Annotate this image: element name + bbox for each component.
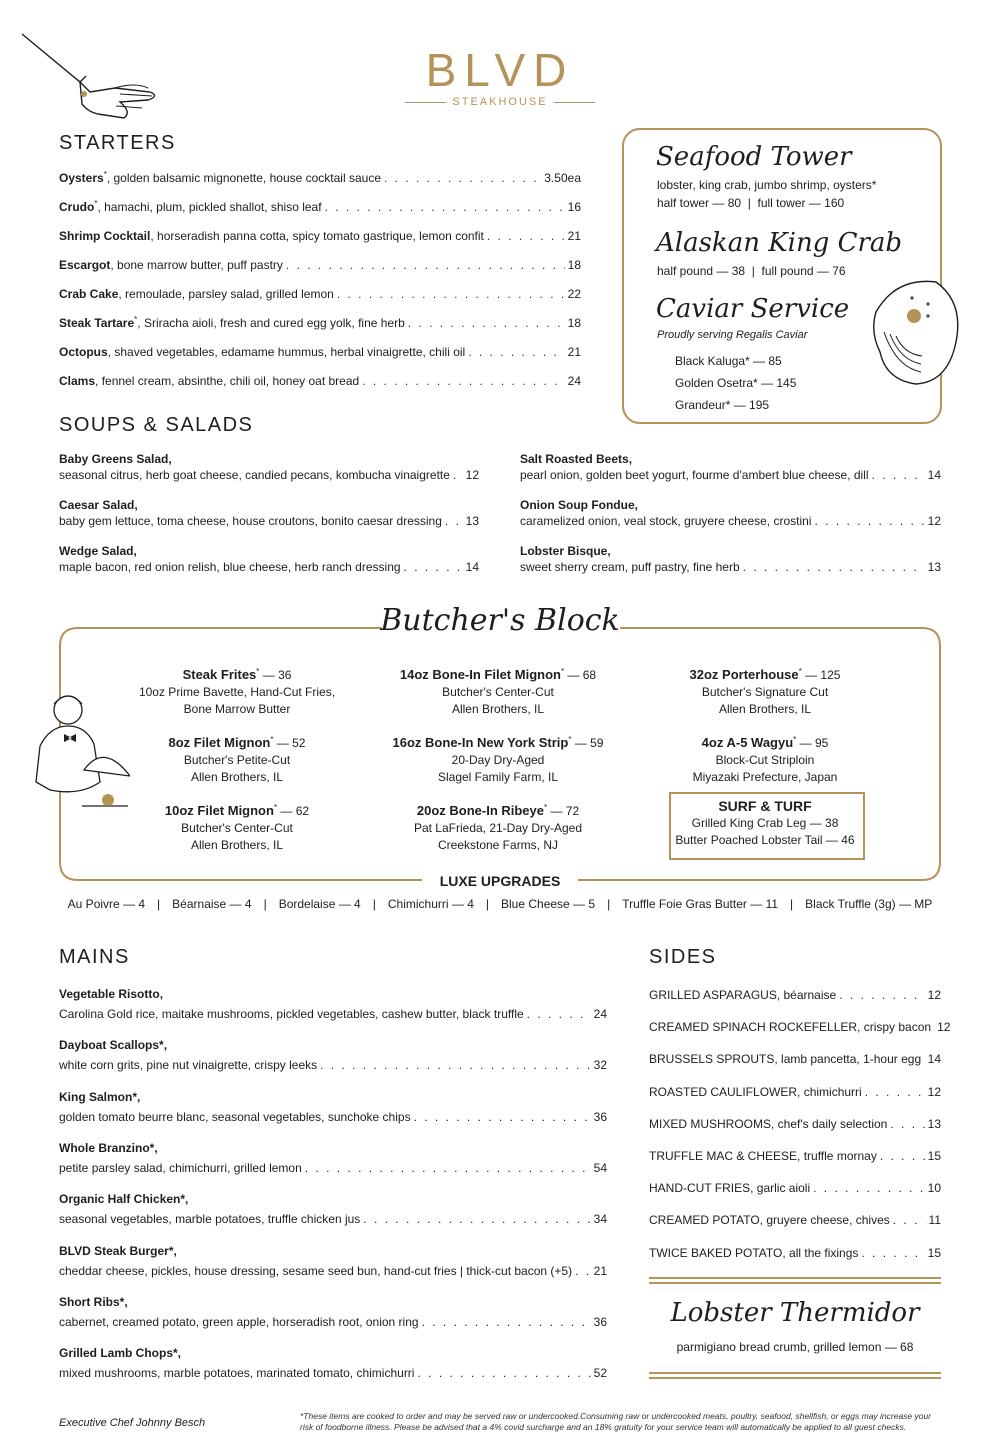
item-line: Pat LaFrieda, 21-Day Dry-Aged bbox=[413, 821, 583, 835]
logo-letters: BLVD bbox=[425, 44, 575, 96]
side-price: 13 bbox=[927, 1116, 941, 1131]
item-suffix: *, bbox=[149, 1140, 158, 1155]
item-name: Steak Frites bbox=[182, 667, 257, 682]
leader-dots bbox=[305, 1161, 591, 1175]
butcher-item bbox=[645, 663, 885, 718]
starter-item bbox=[59, 286, 581, 301]
item-desc: seasonal vegetables, marble potatoes, truffle chicken jus bbox=[59, 1212, 361, 1227]
salad-item: Salt Roasted Beets, pearl onion, golden beet yogurt, fourme d'ambert blue cheese, dill . . . 14 bbox=[520, 452, 941, 482]
leader-dots bbox=[417, 1366, 590, 1380]
item-line: Butcher's Center-Cut bbox=[442, 685, 554, 699]
butcher-item bbox=[645, 731, 885, 786]
raw-mark: * bbox=[798, 667, 802, 676]
leader-dots bbox=[384, 171, 541, 185]
king-crab-line: half pound — 38 | full pound — 76 bbox=[657, 264, 846, 278]
leader-dots bbox=[404, 560, 463, 574]
raw-mark: * bbox=[560, 667, 565, 676]
upgrade-item: Au Poivre — 4 bbox=[67, 897, 146, 911]
item-price: 24 bbox=[567, 374, 581, 388]
item-name: Oysters bbox=[59, 171, 104, 185]
leader-dots bbox=[890, 1117, 924, 1131]
side-price: 10 bbox=[927, 1181, 941, 1196]
item-desc: cheddar cheese, pickles, house dressing, sesame seed bun, hand-cut fries | thick-cut bacon (+5) bbox=[59, 1263, 573, 1278]
leader-dots bbox=[362, 374, 564, 388]
item-name: Wedge Salad bbox=[59, 544, 134, 558]
item-line: Block-Cut Striploin bbox=[715, 753, 815, 767]
disclaimer: *These items are cooked to order and may be served raw or undercooked.Consuming raw or undercooked meats, poultry, seafood, shellfish, or eggs may increase your risk of foodborne illness. Please be advised that a 4% covid surcharge and an 18% gratuity for your service team will automatically be applied to all guest checks. bbox=[300, 1411, 932, 1432]
butcher-item bbox=[117, 731, 357, 786]
main-item bbox=[59, 1244, 607, 1278]
thermidor-title: Lobster Thermidor bbox=[670, 1298, 920, 1328]
side-item bbox=[649, 1085, 941, 1099]
leader-dots bbox=[872, 468, 925, 482]
side-item bbox=[649, 1052, 941, 1066]
item-name: King Salmon bbox=[59, 1089, 133, 1104]
item-price: — 36 bbox=[259, 668, 292, 682]
main-item bbox=[59, 1295, 607, 1329]
leader-dots bbox=[743, 560, 925, 574]
side-label: ROASTED CAULIFLOWER, chimichurri bbox=[649, 1084, 862, 1099]
leader-dots bbox=[363, 1212, 590, 1226]
item-price: 14 bbox=[465, 560, 479, 574]
side-item bbox=[649, 1246, 941, 1260]
leader-dots bbox=[575, 1264, 591, 1278]
item-price: 22 bbox=[567, 287, 581, 301]
side-item bbox=[649, 1213, 941, 1227]
side-item bbox=[649, 988, 941, 1002]
separator: | bbox=[263, 897, 267, 911]
side-label: MIXED MUSHROOMS, chef's daily selection bbox=[649, 1116, 888, 1131]
side-label: BRUSSELS SPROUTS, lamb pancetta, 1-hour egg bbox=[649, 1052, 922, 1067]
salad-item: Lobster Bisque, sweet sherry cream, puff pastry, fine herb . . . 13 bbox=[520, 544, 941, 574]
item-desc: , hamachi, plum, pickled shallot, shiso leaf bbox=[97, 200, 322, 214]
item-price: — 125 bbox=[801, 668, 841, 682]
divider bbox=[649, 1372, 941, 1374]
item-desc: seasonal citrus, herb goat cheese, candied pecans, kombucha vinaigrette bbox=[59, 468, 450, 482]
chef-illustration bbox=[20, 686, 130, 826]
item-suffix: *, bbox=[173, 1346, 182, 1361]
item-desc: baby gem lettuce, toma cheese, house croutons, bonito caesar dressing bbox=[59, 514, 442, 528]
side-item bbox=[649, 1181, 941, 1195]
leader-dots bbox=[893, 1213, 926, 1227]
main-item bbox=[59, 1192, 607, 1226]
starter-item bbox=[59, 199, 581, 214]
raw-mark: * bbox=[256, 667, 260, 676]
item-desc: cabernet, creamed potato, green apple, horseradish root, onion ring bbox=[59, 1314, 419, 1329]
leader-dots bbox=[487, 229, 565, 243]
butcher-item bbox=[378, 663, 618, 718]
leader-dots bbox=[813, 1181, 925, 1195]
divider bbox=[649, 1282, 941, 1284]
item-name: Short Ribs bbox=[59, 1294, 120, 1309]
chef-credit: Executive Chef Johnny Besch bbox=[59, 1417, 206, 1429]
item-line: 20-Day Dry-Aged bbox=[451, 753, 545, 767]
item-price: 12 bbox=[465, 468, 479, 482]
butcher-item bbox=[378, 731, 618, 786]
item-desc: , Sriracha aioli, fresh and cured egg yolk, fine herb bbox=[137, 316, 405, 330]
item-desc: caramelized onion, veal stock, gruyere cheese, crostini bbox=[520, 514, 812, 528]
item-line: Allen Brothers, IL bbox=[451, 702, 545, 716]
side-item bbox=[649, 1020, 951, 1035]
upgrade-item: Bordelaise — 4 bbox=[278, 897, 361, 911]
item-name: 20oz Bone-In Ribeye bbox=[416, 803, 544, 818]
item-suffix: *, bbox=[119, 1294, 128, 1309]
item-name: 14oz Bone-In Filet Mignon bbox=[399, 667, 561, 682]
item-suffix: *, bbox=[180, 1192, 189, 1207]
item-line: Slagel Family Farm, IL bbox=[437, 770, 559, 784]
item-name: Vegetable Risotto bbox=[59, 987, 160, 1001]
surf-turf bbox=[645, 798, 885, 849]
item-line: Butcher's Center-Cut bbox=[181, 821, 293, 835]
item-price: 21 bbox=[567, 345, 581, 359]
side-price: 12 bbox=[927, 1084, 941, 1099]
butcher-title: Butcher's Block bbox=[380, 603, 620, 638]
item-price: 52 bbox=[593, 1366, 607, 1381]
side-label: HAND-CUT FRIES, garlic aioli bbox=[649, 1181, 811, 1196]
raw-mark: * bbox=[94, 199, 98, 208]
item-name: Crudo bbox=[59, 200, 95, 214]
item-desc: pearl onion, golden beet yogurt, fourme d'ambert blue cheese, dill bbox=[520, 468, 869, 482]
item-name: Grilled Lamb Chops bbox=[59, 1346, 174, 1361]
separator: | bbox=[485, 897, 489, 911]
item-name: Octopus bbox=[59, 345, 108, 359]
leader-dots bbox=[861, 1246, 924, 1260]
separator: | bbox=[372, 897, 376, 911]
upgrades-list bbox=[0, 897, 1000, 911]
side-label: CREAMED POTATO, gruyere cheese, chives bbox=[649, 1213, 890, 1228]
item-price: 36 bbox=[593, 1314, 607, 1329]
item-suffix: *, bbox=[159, 1038, 168, 1053]
upgrade-item: Blue Cheese — 5 bbox=[501, 897, 596, 911]
side-price: 12 bbox=[937, 1020, 951, 1035]
item-name: BLVD Steak Burger bbox=[59, 1243, 169, 1258]
item-line: 10oz Prime Bavette, Hand-Cut Fries, bbox=[138, 685, 336, 699]
salad-item: Baby Greens Salad, seasonal citrus, herb goat cheese, candied pecans, kombucha vinaigrette . . . 12 bbox=[59, 452, 479, 482]
logo bbox=[405, 46, 595, 108]
hand-illustration bbox=[20, 32, 160, 122]
leader-dots bbox=[286, 258, 565, 272]
side-label: GRILLED ASPARAGUS, béarnaise bbox=[649, 988, 837, 1002]
leader-dots bbox=[814, 514, 924, 528]
item-price: — 62 bbox=[277, 804, 310, 818]
item-suffix: *, bbox=[168, 1243, 177, 1258]
raw-mark: * bbox=[273, 803, 278, 812]
item-price: 21 bbox=[593, 1263, 607, 1278]
raw-mark: * bbox=[134, 315, 138, 324]
item-price: 34 bbox=[593, 1212, 607, 1227]
raw-mark: * bbox=[103, 170, 107, 179]
item-name: Lobster Bisque bbox=[520, 544, 608, 558]
item-price: — 72 bbox=[547, 804, 580, 818]
leader-dots bbox=[865, 1085, 925, 1099]
main-item bbox=[59, 1090, 607, 1124]
salad-item: Wedge Salad, maple bacon, red onion relish, blue cheese, herb ranch dressing . . . 14 bbox=[59, 544, 479, 574]
item-name: 4oz A-5 Wagyu bbox=[701, 735, 794, 750]
item-desc: , horseradish panna cotta, spicy tomato gastrique, lemon confit bbox=[150, 229, 484, 243]
leader-dots bbox=[408, 316, 565, 330]
item-price: — 95 bbox=[796, 736, 829, 750]
leader-dots bbox=[924, 1052, 925, 1066]
caviar-title: Caviar Service bbox=[656, 294, 850, 324]
item-desc: sweet sherry cream, puff pastry, fine herb bbox=[520, 560, 740, 574]
butcher-item bbox=[378, 799, 618, 854]
side-price: 15 bbox=[927, 1245, 941, 1260]
divider bbox=[649, 1277, 941, 1279]
starter-item bbox=[59, 257, 581, 272]
item-name: 16oz Bone-In New York Strip bbox=[392, 735, 569, 750]
item-line: Allen Brothers, IL bbox=[190, 838, 284, 852]
side-item bbox=[649, 1117, 941, 1131]
item-price: 3.50ea bbox=[544, 171, 581, 185]
seafood-tower-title: Seafood Tower bbox=[656, 142, 852, 172]
starter-item bbox=[59, 373, 581, 388]
main-item bbox=[59, 1346, 607, 1380]
item-price: 12 bbox=[927, 514, 941, 528]
item-name: Onion Soup Fondue bbox=[520, 498, 635, 512]
item-price: 13 bbox=[465, 514, 479, 528]
item-desc: , remoulade, parsley salad, grilled lemon bbox=[118, 287, 334, 301]
item-name: Whole Branzino bbox=[59, 1140, 150, 1155]
item-price: 32 bbox=[593, 1058, 607, 1073]
item-price: 14 bbox=[927, 468, 941, 482]
butcher-item bbox=[117, 799, 357, 854]
starter-item bbox=[59, 170, 581, 185]
caviar-item: Grandeur* — 195 bbox=[675, 398, 770, 412]
raw-mark: * bbox=[568, 735, 572, 744]
separator: | bbox=[157, 897, 161, 911]
divider bbox=[649, 1377, 941, 1379]
item-price: 18 bbox=[567, 258, 581, 272]
item-price: 24 bbox=[593, 1007, 607, 1021]
item-name: Clams bbox=[59, 374, 96, 388]
item-desc: , bone marrow butter, puff pastry bbox=[110, 258, 283, 272]
main-item bbox=[59, 987, 607, 1021]
leader-dots bbox=[527, 1007, 591, 1021]
item-price: 18 bbox=[567, 316, 581, 330]
leader-dots bbox=[414, 1110, 591, 1124]
upgrade-item: Chimichurri — 4 bbox=[387, 897, 474, 911]
item-name: Steak Tartare bbox=[59, 316, 135, 330]
side-price: 12 bbox=[927, 988, 941, 1002]
item-line: Miyazaki Prefecture, Japan bbox=[692, 770, 838, 784]
raw-mark: * bbox=[270, 735, 274, 744]
seafood-tower-line1: lobster, king crab, jumbo shrimp, oysters* bbox=[657, 178, 877, 192]
item-desc: mixed mushrooms, marble potatoes, marinated tomato, chimichurri bbox=[59, 1366, 415, 1381]
item-price: — 59 bbox=[571, 736, 604, 750]
item-name: Baby Greens Salad bbox=[59, 452, 169, 466]
starter-item bbox=[59, 228, 581, 243]
item-name: Organic Half Chicken bbox=[59, 1192, 181, 1207]
mains-heading: MAINS bbox=[59, 946, 130, 968]
leader-dots bbox=[337, 287, 565, 301]
caviar-subtitle: Proudly serving Regalis Caviar bbox=[657, 329, 808, 341]
item-name: 32oz Porterhouse bbox=[689, 667, 799, 682]
sides-heading: SIDES bbox=[649, 946, 717, 968]
side-price: 11 bbox=[928, 1213, 941, 1228]
item-desc: , fennel cream, absinthe, chili oil, honey oat bread bbox=[95, 374, 360, 388]
logo-subtitle: STEAKHOUSE bbox=[452, 96, 548, 108]
side-item bbox=[649, 1149, 941, 1163]
item-price: 13 bbox=[927, 560, 941, 574]
leader-dots bbox=[880, 1149, 925, 1163]
item-price: 16 bbox=[567, 200, 581, 214]
item-price: — 68 bbox=[564, 668, 597, 682]
upgrade-item: Béarnaise — 4 bbox=[172, 897, 252, 911]
item-name: Dayboat Scallops bbox=[59, 1038, 160, 1053]
caviar-item: Black Kaluga* — 85 bbox=[675, 354, 782, 368]
main-item bbox=[59, 1141, 607, 1175]
item-desc: white corn grits, pine nut vinaigrette, crispy leeks bbox=[59, 1058, 318, 1073]
item-desc: maple bacon, red onion relish, blue cheese, herb ranch dressing bbox=[59, 560, 401, 574]
item-name: Caesar Salad bbox=[59, 498, 135, 512]
item-line: Allen Brothers, IL bbox=[190, 770, 284, 784]
leader-dots bbox=[839, 988, 924, 1002]
raw-mark: * bbox=[793, 735, 797, 744]
thermidor-desc: parmigiano bread crumb, grilled lemon — 68 bbox=[676, 1340, 914, 1354]
item-name: 8oz Filet Mignon bbox=[168, 735, 271, 750]
starters-heading: STARTERS bbox=[59, 132, 176, 154]
upgrade-item: Black Truffle (3g) — MP bbox=[805, 897, 933, 911]
item-price: — 52 bbox=[273, 736, 306, 750]
item-name: Crab Cake bbox=[59, 287, 119, 301]
main-item bbox=[59, 1038, 607, 1072]
item-desc: petite parsley salad, chimichurri, grilled lemon bbox=[59, 1160, 302, 1175]
item-price: 21 bbox=[567, 229, 581, 243]
starter-item bbox=[59, 344, 581, 359]
king-crab-title: Alaskan King Crab bbox=[656, 228, 903, 258]
oyster-icon bbox=[866, 272, 966, 392]
side-label: CREAMED SPINACH ROCKEFELLER, crispy bacon bbox=[649, 1020, 932, 1035]
seafood-tower-line2: half tower — 80 | full tower — 160 bbox=[657, 196, 845, 210]
item-desc: Carolina Gold rice, maitake mushrooms, pickled vegetables, cashew butter, black truffle bbox=[59, 1007, 524, 1021]
item-line: Butcher's Signature Cut bbox=[701, 685, 829, 699]
surf-turf-title: SURF & TURF bbox=[718, 798, 812, 814]
item-desc: , shaved vegetables, edamame hummus, herbal vinaigrette, chili oil bbox=[107, 345, 466, 359]
item-desc: , golden balsamic mignonette, house cocktail sauce bbox=[106, 171, 381, 185]
soups-heading: SOUPS & SALADS bbox=[59, 414, 254, 436]
item-suffix: *, bbox=[132, 1089, 141, 1104]
leader-dots bbox=[320, 1058, 591, 1072]
item-line: Butcher's Petite-Cut bbox=[183, 753, 291, 767]
item-line: Creekstone Farms, NJ bbox=[437, 838, 559, 852]
leader-dots bbox=[453, 468, 463, 482]
raw-mark: * bbox=[544, 803, 548, 812]
item-line: Bone Marrow Butter bbox=[183, 702, 291, 716]
upgrade-item: Truffle Foie Gras Butter — 11 bbox=[622, 897, 779, 911]
separator: | bbox=[790, 897, 794, 911]
item-name: Escargot bbox=[59, 258, 111, 272]
separator: | bbox=[607, 897, 611, 911]
item-desc: golden tomato beurre blanc, seasonal vegetables, sunchoke chips bbox=[59, 1109, 411, 1124]
leader-dots bbox=[445, 514, 463, 528]
starter-item bbox=[59, 315, 581, 330]
butcher-item bbox=[117, 663, 357, 718]
side-price: 14 bbox=[927, 1052, 941, 1067]
upgrades-title: LUXE UPGRADES bbox=[430, 873, 570, 889]
item-price: 54 bbox=[593, 1160, 607, 1175]
salad-item: Onion Soup Fondue, caramelized onion, veal stock, gruyere cheese, crostini . . . 12 bbox=[520, 498, 941, 528]
item-name: Shrimp Cocktail bbox=[59, 229, 151, 243]
item-name: 10oz Filet Mignon bbox=[164, 803, 274, 818]
item-name: Salt Roasted Beets bbox=[520, 452, 629, 466]
surf-turf-line: Butter Poached Lobster Tail — 46 bbox=[675, 833, 855, 847]
side-label: TWICE BAKED POTATO, all the fixings bbox=[649, 1245, 859, 1260]
item-suffix: , bbox=[159, 987, 164, 1001]
side-label: TRUFFLE MAC & CHEESE, truffle mornay bbox=[649, 1149, 877, 1163]
leader-dots bbox=[325, 200, 565, 214]
surf-turf-line: Grilled King Crab Leg — 38 bbox=[691, 816, 839, 830]
item-price: 36 bbox=[593, 1109, 607, 1124]
item-line: Allen Brothers, IL bbox=[718, 702, 812, 716]
leader-dots bbox=[468, 345, 564, 359]
salad-item: Caesar Salad, baby gem lettuce, toma cheese, house croutons, bonito caesar dressing . . . 13 bbox=[59, 498, 479, 528]
leader-dots bbox=[422, 1315, 591, 1329]
side-price: 15 bbox=[927, 1149, 941, 1163]
caviar-item: Golden Osetra* — 145 bbox=[675, 376, 797, 390]
